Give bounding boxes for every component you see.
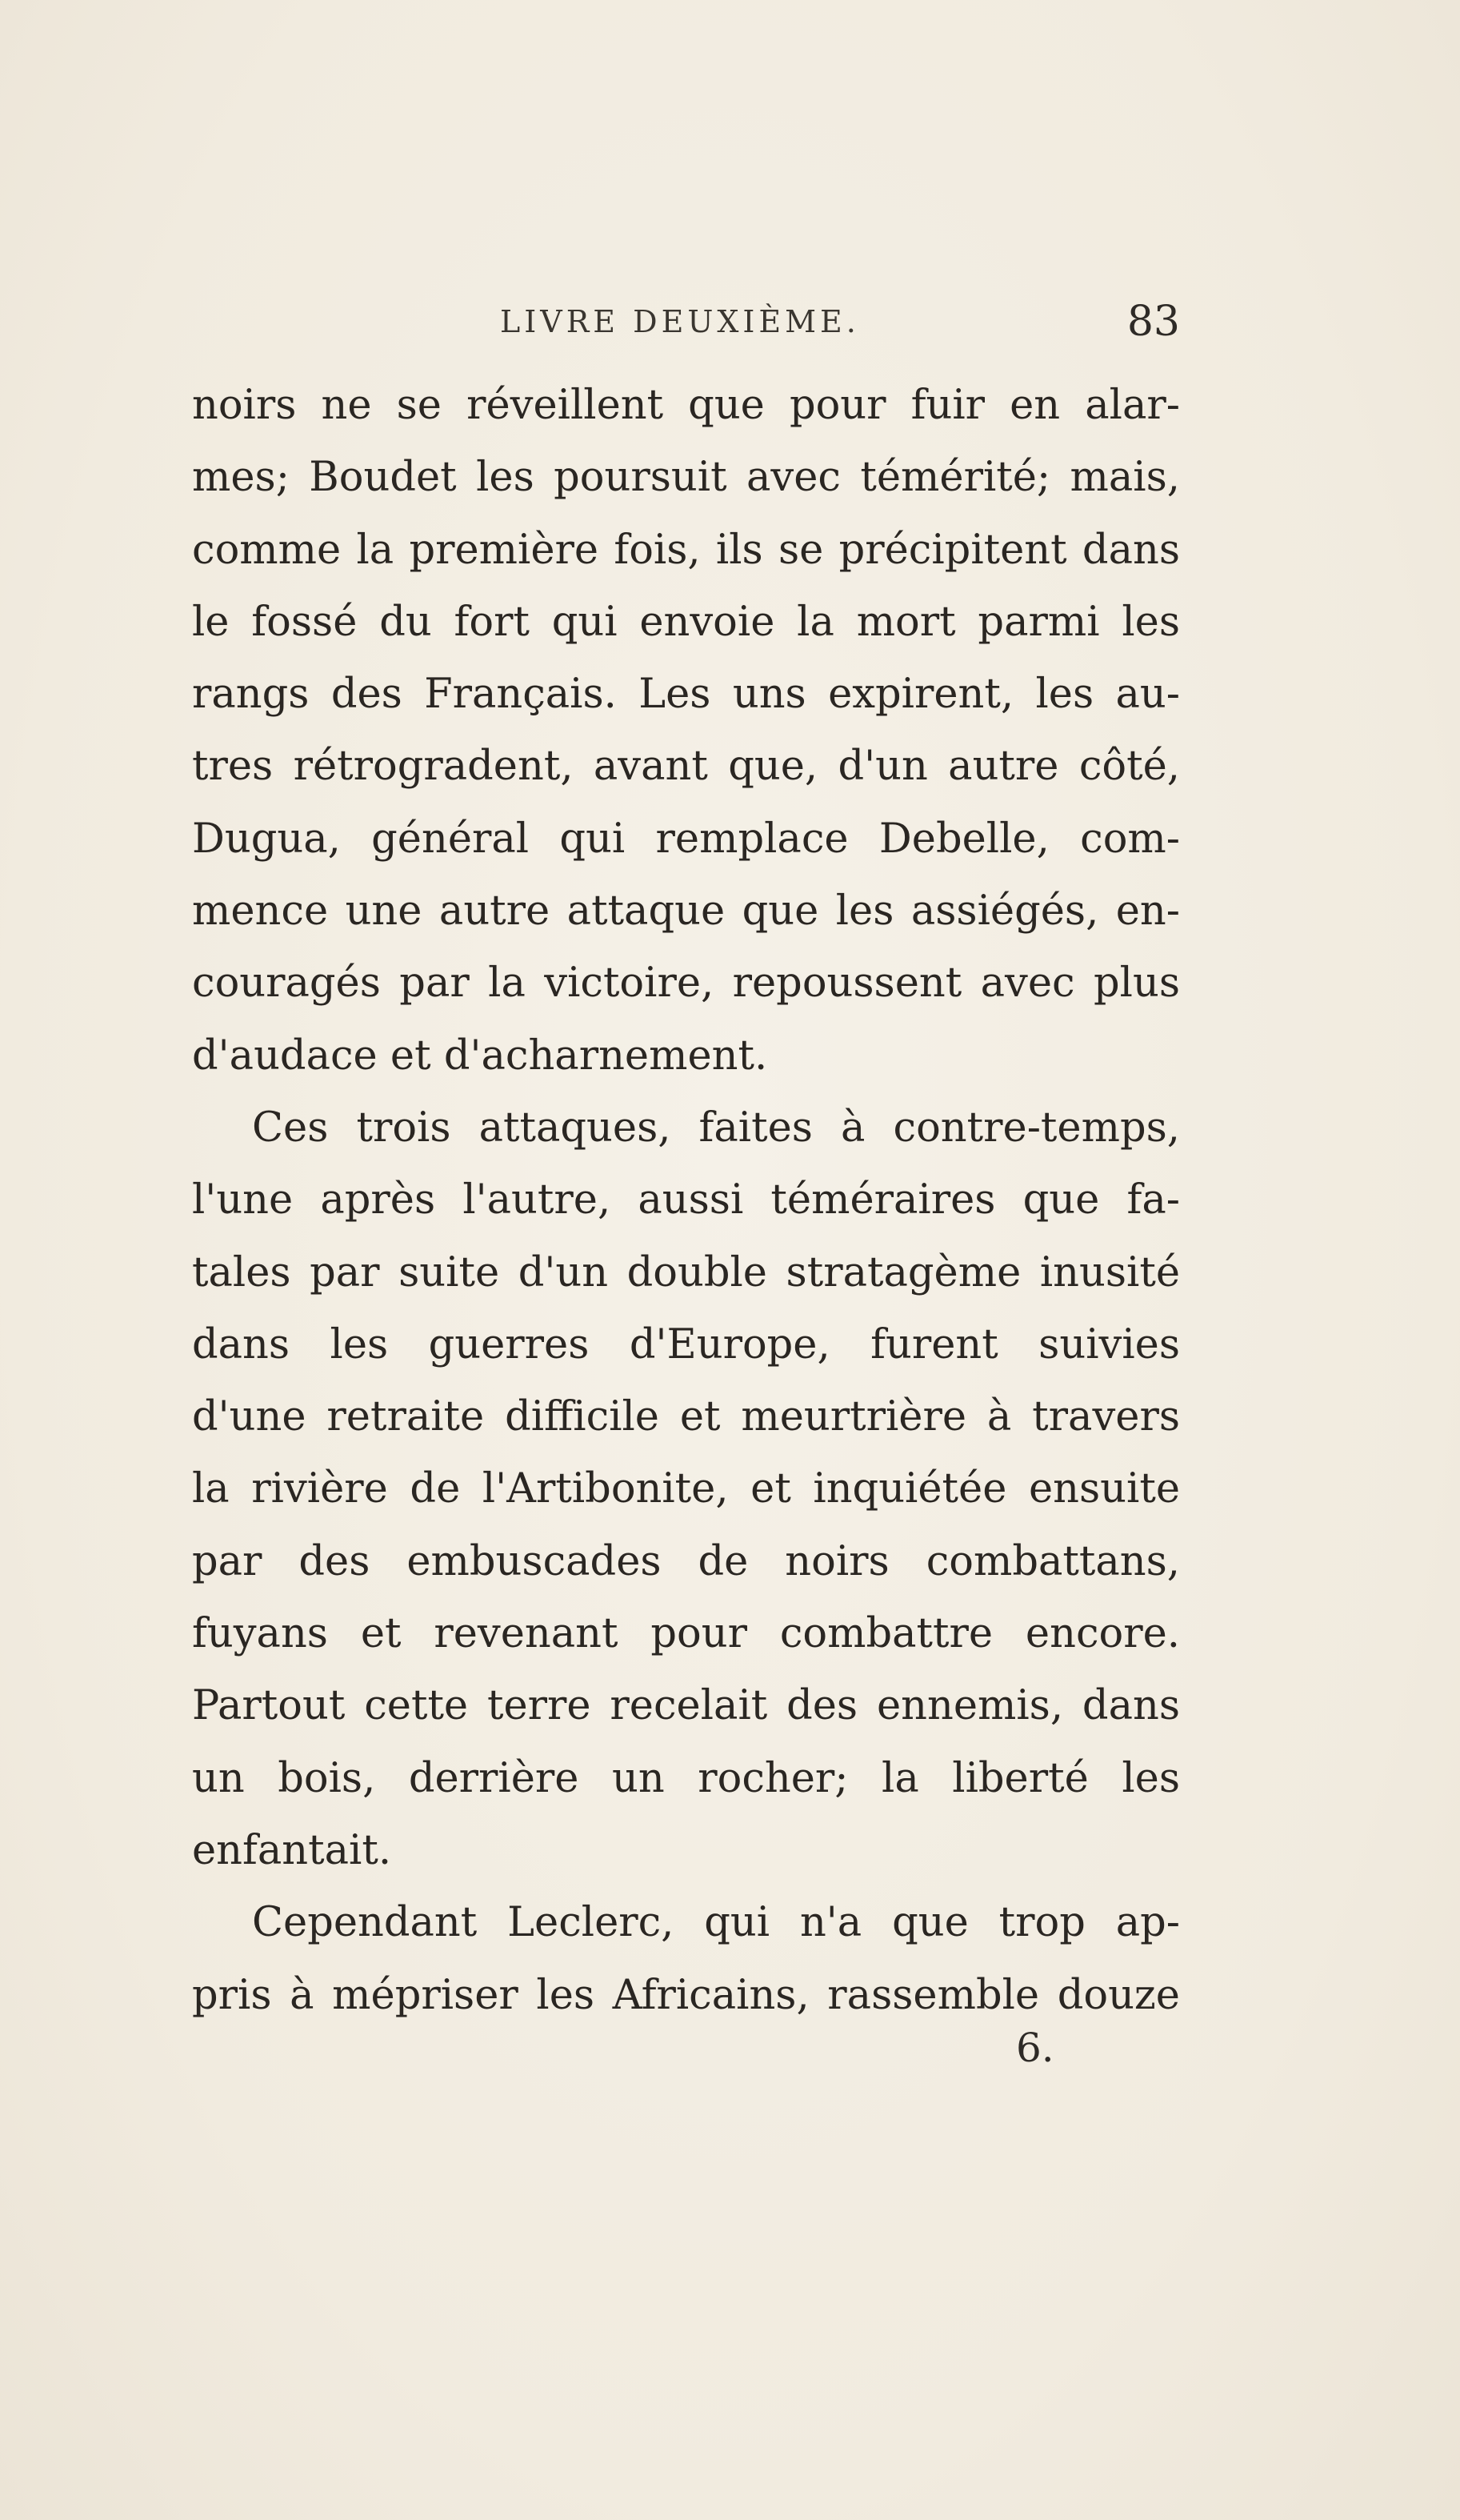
text-line: un bois, derrière un rocher; la liberté les <box>192 1754 1180 1802</box>
page-number: 83 <box>1126 298 1180 346</box>
text-line: la rivière de l'Artibonite, et inquiétée ensuite <box>192 1465 1180 1513</box>
text-line: enfantait. <box>192 1826 392 1874</box>
text-line: rangs des Français. Les uns expirent, les au- <box>192 671 1180 719</box>
text-line: Partout cette terre recelait des ennemis, dans <box>192 1682 1180 1730</box>
text-line: tres rétrogradent, avant que, d'un autre côté, <box>192 743 1180 791</box>
text-line: couragés par la victoire, repoussent avec plus <box>192 960 1180 1008</box>
text-line: d'une retraite difficile et meurtrière à travers <box>192 1393 1180 1441</box>
body-text <box>192 370 1180 2032</box>
text-line: l'une après l'autre, aussi téméraires que fa- <box>192 1176 1180 1224</box>
text-line: le fossé du fort qui envoie la mort parmi les <box>192 598 1180 646</box>
text-line: mes; Boudet les poursuit avec témérité; mais, <box>192 454 1180 502</box>
text-line: comme la première fois, ils se précipitent dans <box>192 526 1180 574</box>
text-line: par des embuscades de noirs combattans, <box>192 1537 1180 1585</box>
signature-mark: 6. <box>1016 2025 1054 2071</box>
running-head: LIVRE DEUXIÈME. <box>500 304 860 339</box>
page-header <box>192 298 1180 354</box>
text-line: pris à mépriser les Africains, rassemble douze <box>192 1971 1180 2019</box>
text-line: mence une autre attaque que les assiégés, en- <box>192 887 1180 935</box>
text-line: d'audace et d'acharnement. <box>192 1032 768 1080</box>
text-line: Dugua, général qui remplace Debelle, com- <box>192 815 1180 863</box>
text-line: tales par suite d'un double stratagème inusité <box>192 1248 1180 1296</box>
text-line: noirs ne se réveillent que pour fuir en alar- <box>192 382 1180 429</box>
text-line: Cependant Leclerc, qui n'a que trop ap- <box>252 1899 1180 1947</box>
text-line: dans les guerres d'Europe, furent suivies <box>192 1320 1180 1368</box>
text-line: fuyans et revenant pour combattre encore. <box>192 1610 1180 1658</box>
text-line: Ces trois attaques, faites à contre-temps, <box>252 1104 1180 1152</box>
